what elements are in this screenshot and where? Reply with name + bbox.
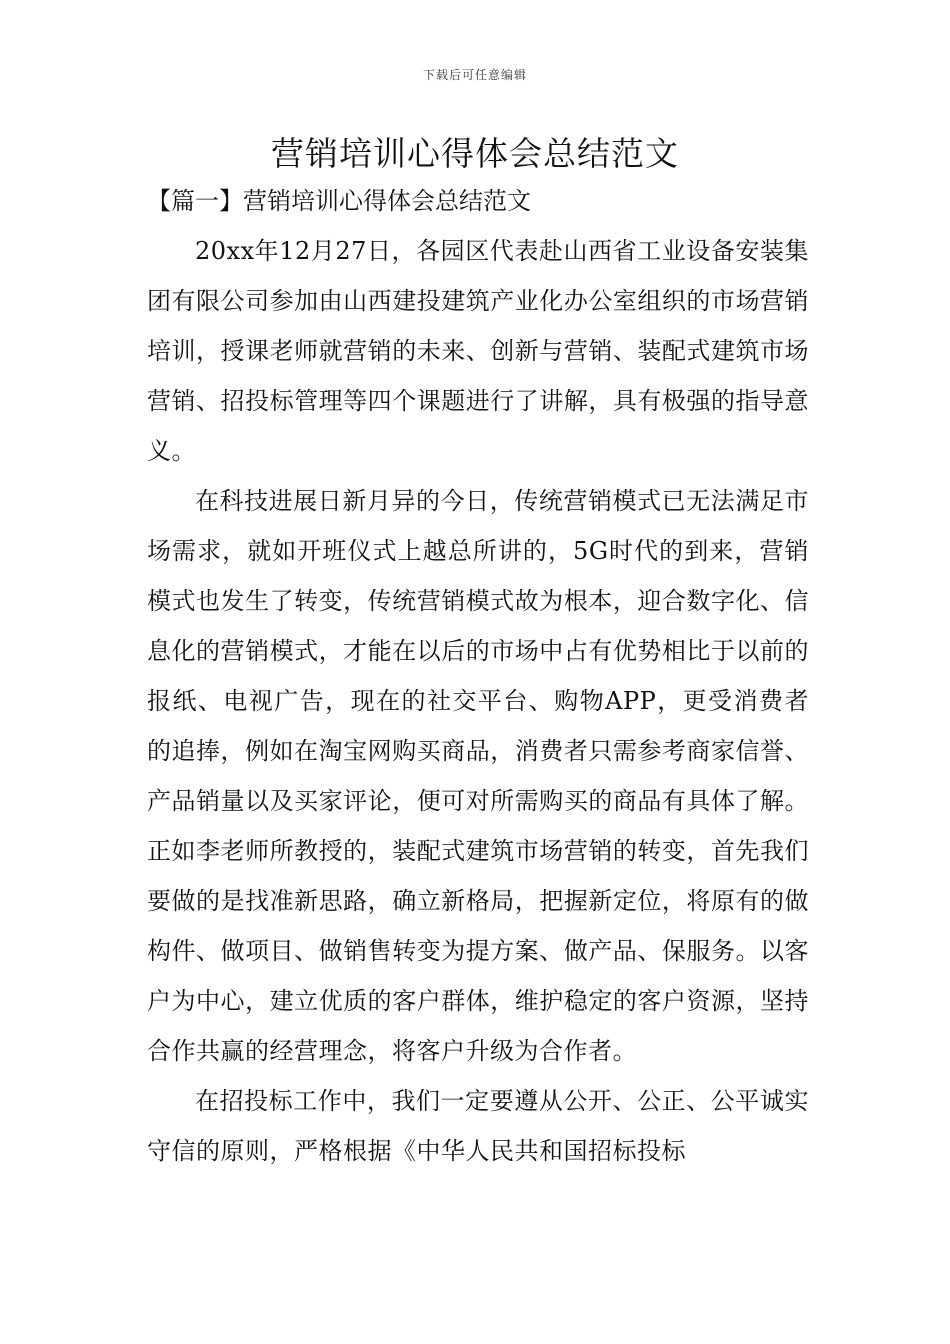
document-body xyxy=(147,226,809,1176)
page-header-note: 下载后可任意编辑 xyxy=(422,68,527,82)
section-heading: 【篇一】营销培训心得体会总结范文 xyxy=(147,187,531,215)
paragraph-3: 在招投标工作中，我们一定要遵从公开、公正、公平诚实守信的原则，严格根据《中华人民共和国招标投标 xyxy=(147,1087,809,1165)
paragraph-1: 20xx年12月27日，各园区代表赴山西省工业设备安装集团有限公司参加由山西建投建筑产业化办公室组织的市场营销培训，授课老师就营销的未来、创新与营销、装配式建筑市场营销、招投标管理等四个课题进行了讲解，具有极强的指导意义。 xyxy=(147,237,809,465)
paragraph-2: 在科技进展日新月异的今日，传统营销模式已无法满足市场需求，就如开班仪式上越总所讲的，5G时代的到来，营销模式也发生了转变，传统营销模式故为根本，迎合数字化、信息化的营销模式，才能在以后的市场中占有优势相比于以前的报纸、电视广告，现在的社交平台、购物APP，更受消费者的追捧，例如在淘宝网购买商品，消费者只需参考商家信誉、产品销量以及买家评论，便可对所需购买的商品有具体了解。正如李老师所教授的，装配式建筑市场营销的转变，首先我们要做的是找准新思路，确立新格局，把握新定位，将原有的做构件、做项目、做销售转变为提方案、做产品、保服务。以客户为中心，建立优质的客户群体，维护稳定的客户资源，坚持合作共赢的经营理念，将客户升级为合作者。 xyxy=(147,487,809,1065)
document-title: 营销培训心得体会总结范文 xyxy=(271,134,679,173)
